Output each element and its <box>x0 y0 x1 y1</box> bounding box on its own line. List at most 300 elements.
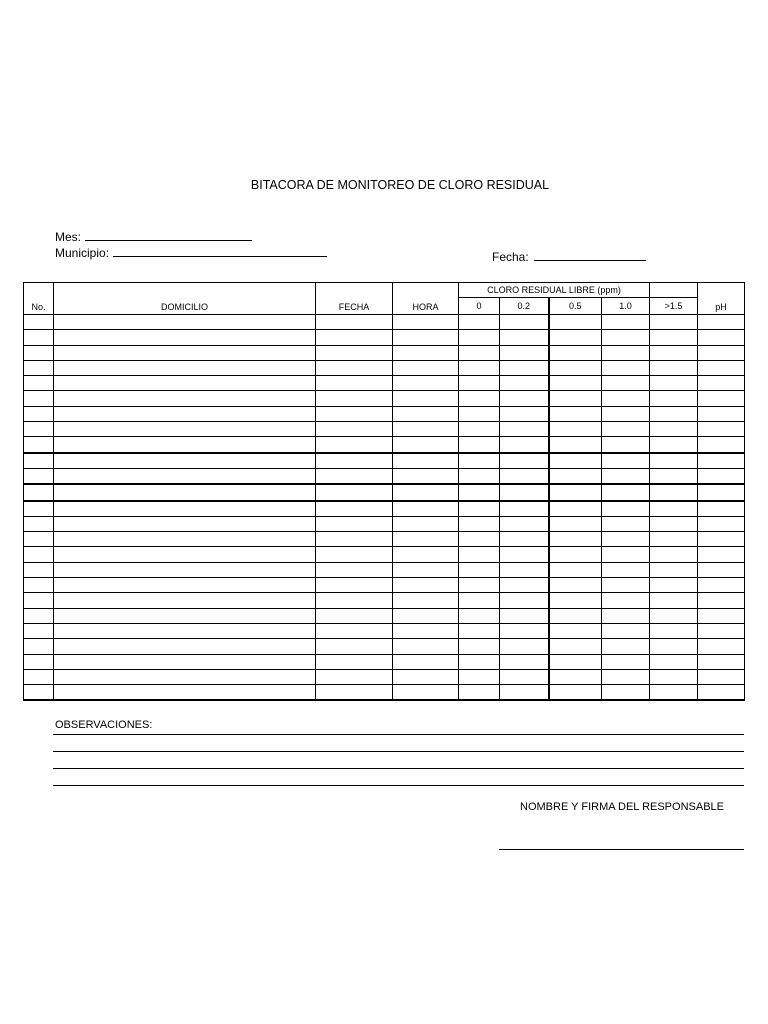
table-cell[interactable] <box>24 501 54 517</box>
table-cell[interactable] <box>698 468 745 484</box>
table-cell[interactable] <box>459 578 500 593</box>
table-cell[interactable] <box>650 578 698 593</box>
table-cell[interactable] <box>24 578 54 593</box>
table-cell[interactable] <box>459 422 500 437</box>
table-cell[interactable] <box>698 406 745 421</box>
table-cell[interactable] <box>54 532 316 547</box>
table-cell[interactable] <box>500 437 549 453</box>
col-header-fecha: FECHA <box>316 283 393 315</box>
table-row <box>24 391 745 406</box>
table-cell[interactable] <box>602 578 650 593</box>
table-cell[interactable] <box>316 360 393 375</box>
table-cell[interactable] <box>650 562 698 577</box>
table-cell[interactable] <box>602 685 650 701</box>
table-cell[interactable] <box>459 453 500 469</box>
table-cell[interactable] <box>500 578 549 593</box>
table-cell[interactable] <box>549 547 602 562</box>
table-cell[interactable] <box>602 532 650 547</box>
table-cell[interactable] <box>500 345 549 360</box>
table-cell[interactable] <box>602 623 650 638</box>
col-header-gt15-top <box>650 283 698 298</box>
table-cell[interactable] <box>650 484 698 500</box>
table-cell[interactable] <box>650 376 698 391</box>
table-cell[interactable] <box>24 406 54 421</box>
table-cell[interactable] <box>549 315 602 330</box>
table-cell[interactable] <box>316 623 393 638</box>
table-cell[interactable] <box>602 406 650 421</box>
table-cell[interactable] <box>650 453 698 469</box>
table-row <box>24 639 745 654</box>
table-cell[interactable] <box>316 685 393 701</box>
table-cell[interactable] <box>54 484 316 500</box>
table-cell[interactable] <box>650 669 698 684</box>
col-header-1-0: 1.0 <box>602 298 650 315</box>
table-cell[interactable] <box>698 578 745 593</box>
table-cell[interactable] <box>54 578 316 593</box>
table-cell[interactable] <box>54 453 316 469</box>
table-row <box>24 315 745 330</box>
table-cell[interactable] <box>24 593 54 608</box>
table-cell[interactable] <box>459 685 500 701</box>
table-cell[interactable] <box>393 654 459 669</box>
table-cell[interactable] <box>650 593 698 608</box>
table-cell[interactable] <box>650 608 698 623</box>
table-cell[interactable] <box>24 360 54 375</box>
table-cell[interactable] <box>24 484 54 500</box>
table-cell[interactable] <box>393 578 459 593</box>
table-cell[interactable] <box>549 593 602 608</box>
table-cell[interactable] <box>316 669 393 684</box>
table-row <box>24 654 745 669</box>
table-cell[interactable] <box>54 685 316 701</box>
table-cell[interactable] <box>24 453 54 469</box>
table-cell[interactable] <box>650 639 698 654</box>
table-cell[interactable] <box>650 547 698 562</box>
table-cell[interactable] <box>459 608 500 623</box>
table-cell[interactable] <box>393 360 459 375</box>
table-cell[interactable] <box>602 360 650 375</box>
table-cell[interactable] <box>549 406 602 421</box>
table-cell[interactable] <box>698 422 745 437</box>
table-cell[interactable] <box>24 376 54 391</box>
table-cell[interactable] <box>549 330 602 345</box>
col-header-hora: HORA <box>393 283 459 315</box>
table-cell[interactable] <box>602 562 650 577</box>
table-cell[interactable] <box>459 623 500 638</box>
table-cell[interactable] <box>316 453 393 469</box>
table-cell[interactable] <box>459 345 500 360</box>
table-cell[interactable] <box>650 532 698 547</box>
table-cell[interactable] <box>650 315 698 330</box>
table-cell[interactable] <box>602 345 650 360</box>
table-cell[interactable] <box>602 654 650 669</box>
table-cell[interactable] <box>393 501 459 517</box>
table-row <box>24 547 745 562</box>
table-cell[interactable] <box>650 345 698 360</box>
observaciones-line[interactable] <box>53 734 744 735</box>
table-cell[interactable] <box>500 391 549 406</box>
table-cell[interactable] <box>24 315 54 330</box>
table-cell[interactable] <box>549 437 602 453</box>
table-cell[interactable] <box>54 391 316 406</box>
table-cell[interactable] <box>54 330 316 345</box>
table-cell[interactable] <box>54 593 316 608</box>
table-cell[interactable] <box>459 484 500 500</box>
table-cell[interactable] <box>316 593 393 608</box>
table-cell[interactable] <box>393 315 459 330</box>
table-cell[interactable] <box>24 654 54 669</box>
table-cell[interactable] <box>500 654 549 669</box>
table-cell[interactable] <box>54 422 316 437</box>
table-cell[interactable] <box>393 437 459 453</box>
col-header-gt-1-5: >1.5 <box>650 298 698 315</box>
table-cell[interactable] <box>459 391 500 406</box>
fecha-field[interactable] <box>492 250 646 264</box>
table-cell[interactable] <box>500 669 549 684</box>
table-cell[interactable] <box>698 453 745 469</box>
table-row <box>24 578 745 593</box>
table-cell[interactable] <box>393 376 459 391</box>
table-cell[interactable] <box>459 654 500 669</box>
table-cell[interactable] <box>24 437 54 453</box>
table-cell[interactable] <box>393 608 459 623</box>
table-cell[interactable] <box>24 669 54 684</box>
table-cell[interactable] <box>650 501 698 517</box>
table-cell[interactable] <box>500 315 549 330</box>
table-cell[interactable] <box>54 623 316 638</box>
col-header-0-5: 0.5 <box>549 298 602 315</box>
table-cell[interactable] <box>54 501 316 517</box>
table-cell[interactable] <box>54 376 316 391</box>
table-cell[interactable] <box>500 608 549 623</box>
table-cell[interactable] <box>459 406 500 421</box>
table-cell[interactable] <box>650 516 698 531</box>
table-cell[interactable] <box>500 360 549 375</box>
observaciones-line[interactable] <box>53 768 744 769</box>
table-cell[interactable] <box>54 468 316 484</box>
table-row <box>24 484 745 500</box>
table-cell[interactable] <box>393 484 459 500</box>
table-cell[interactable] <box>698 360 745 375</box>
table-cell[interactable] <box>459 330 500 345</box>
observaciones-label: OBSERVACIONES: <box>55 719 153 731</box>
table-cell[interactable] <box>602 593 650 608</box>
table-cell[interactable] <box>650 360 698 375</box>
table-cell[interactable] <box>698 654 745 669</box>
table-cell[interactable] <box>316 406 393 421</box>
table-cell[interactable] <box>393 623 459 638</box>
table-cell[interactable] <box>316 608 393 623</box>
table-cell[interactable] <box>698 376 745 391</box>
table-cell[interactable] <box>459 593 500 608</box>
table-cell[interactable] <box>549 422 602 437</box>
table-cell[interactable] <box>549 391 602 406</box>
table-cell[interactable] <box>500 422 549 437</box>
signature-line[interactable] <box>499 849 744 850</box>
table-cell[interactable] <box>393 685 459 701</box>
table-cell[interactable] <box>316 501 393 517</box>
table-cell[interactable] <box>602 484 650 500</box>
table-cell[interactable] <box>500 484 549 500</box>
table-cell[interactable] <box>500 532 549 547</box>
table-cell[interactable] <box>459 516 500 531</box>
table-cell[interactable] <box>316 345 393 360</box>
table-row <box>24 422 745 437</box>
mes-label: Mes: <box>55 230 82 244</box>
table-cell[interactable] <box>316 562 393 577</box>
table-cell[interactable] <box>24 562 54 577</box>
table-cell[interactable] <box>54 562 316 577</box>
table-cell[interactable] <box>549 345 602 360</box>
table-row <box>24 468 745 484</box>
table-cell[interactable] <box>24 345 54 360</box>
table-cell[interactable] <box>54 654 316 669</box>
table-cell[interactable] <box>393 593 459 608</box>
table-cell[interactable] <box>459 376 500 391</box>
table-cell[interactable] <box>459 468 500 484</box>
table-cell[interactable] <box>393 391 459 406</box>
table-cell[interactable] <box>602 315 650 330</box>
table-cell[interactable] <box>54 639 316 654</box>
table-cell[interactable] <box>698 532 745 547</box>
table-cell[interactable] <box>698 330 745 345</box>
table-cell[interactable] <box>459 360 500 375</box>
table-cell[interactable] <box>549 484 602 500</box>
table-cell[interactable] <box>54 360 316 375</box>
table-cell[interactable] <box>24 532 54 547</box>
table-cell[interactable] <box>459 547 500 562</box>
table-cell[interactable] <box>393 406 459 421</box>
table-cell[interactable] <box>602 453 650 469</box>
table-cell[interactable] <box>650 468 698 484</box>
table-cell[interactable] <box>459 501 500 517</box>
table-cell[interactable] <box>602 501 650 517</box>
table-cell[interactable] <box>602 422 650 437</box>
table-cell[interactable] <box>698 501 745 517</box>
table-cell[interactable] <box>650 654 698 669</box>
table-row <box>24 516 745 531</box>
signature-label: NOMBRE Y FIRMA DEL RESPONSABLE <box>520 801 724 813</box>
table-cell[interactable] <box>500 685 549 701</box>
table-cell[interactable] <box>500 330 549 345</box>
table-cell[interactable] <box>500 639 549 654</box>
table-cell[interactable] <box>602 391 650 406</box>
table-cell[interactable] <box>24 391 54 406</box>
table-cell[interactable] <box>698 547 745 562</box>
table-cell[interactable] <box>54 345 316 360</box>
table-cell[interactable] <box>24 516 54 531</box>
table-row <box>24 685 745 701</box>
table-cell[interactable] <box>602 330 650 345</box>
table-cell[interactable] <box>500 623 549 638</box>
table-row <box>24 669 745 684</box>
table-cell[interactable] <box>500 547 549 562</box>
table-cell[interactable] <box>602 669 650 684</box>
table-cell[interactable] <box>549 608 602 623</box>
table-cell[interactable] <box>393 422 459 437</box>
observaciones-line[interactable] <box>53 751 744 752</box>
col-header-0: 0 <box>459 298 500 315</box>
table-cell[interactable] <box>316 391 393 406</box>
table-cell[interactable] <box>500 406 549 421</box>
table-cell[interactable] <box>459 437 500 453</box>
table-cell[interactable] <box>459 562 500 577</box>
table-cell[interactable] <box>316 484 393 500</box>
table-cell[interactable] <box>24 685 54 701</box>
table-cell[interactable] <box>24 330 54 345</box>
table-cell[interactable] <box>316 330 393 345</box>
table-cell[interactable] <box>54 315 316 330</box>
observaciones-line[interactable] <box>53 785 744 786</box>
table-row <box>24 376 745 391</box>
municipio-label: Municipio: <box>55 246 110 260</box>
table-cell[interactable] <box>650 330 698 345</box>
table-cell[interactable] <box>602 547 650 562</box>
table-cell[interactable] <box>650 406 698 421</box>
table-cell[interactable] <box>698 315 745 330</box>
table-cell[interactable] <box>500 468 549 484</box>
table-cell[interactable] <box>393 547 459 562</box>
table-cell[interactable] <box>393 562 459 577</box>
table-cell[interactable] <box>698 391 745 406</box>
table-cell[interactable] <box>54 406 316 421</box>
table-cell[interactable] <box>459 639 500 654</box>
table-cell[interactable] <box>316 654 393 669</box>
mes-blank-line[interactable] <box>85 230 252 241</box>
col-header-domicilio: DOMICILIO <box>54 283 316 315</box>
document-title: BITACORA DE MONITOREO DE CLORO RESIDUAL <box>250 178 550 192</box>
table-cell[interactable] <box>549 501 602 517</box>
table-cell[interactable] <box>698 562 745 577</box>
table-cell[interactable] <box>500 501 549 517</box>
table-cell[interactable] <box>500 453 549 469</box>
table-cell[interactable] <box>500 516 549 531</box>
table-cell[interactable] <box>650 685 698 701</box>
table-cell[interactable] <box>54 437 316 453</box>
table-cell[interactable] <box>650 391 698 406</box>
table-cell[interactable] <box>602 468 650 484</box>
table-cell[interactable] <box>459 315 500 330</box>
table-cell[interactable] <box>316 315 393 330</box>
col-header-ph: pH <box>698 283 745 315</box>
table-cell[interactable] <box>549 453 602 469</box>
table-cell[interactable] <box>500 376 549 391</box>
table-cell[interactable] <box>393 516 459 531</box>
table-row <box>24 608 745 623</box>
table-cell[interactable] <box>24 608 54 623</box>
table-cell[interactable] <box>549 532 602 547</box>
table-cell[interactable] <box>393 669 459 684</box>
table-cell[interactable] <box>650 422 698 437</box>
table-cell[interactable] <box>698 639 745 654</box>
monitoring-log-table <box>23 282 745 701</box>
table-cell[interactable] <box>54 516 316 531</box>
table-cell[interactable] <box>698 593 745 608</box>
table-cell[interactable] <box>698 484 745 500</box>
table-body <box>24 315 745 701</box>
table-cell[interactable] <box>393 532 459 547</box>
table-cell[interactable] <box>316 422 393 437</box>
table-row <box>24 345 745 360</box>
table-cell[interactable] <box>316 532 393 547</box>
table-cell[interactable] <box>459 532 500 547</box>
table-cell[interactable] <box>549 516 602 531</box>
table-cell[interactable] <box>602 639 650 654</box>
table-cell[interactable] <box>24 547 54 562</box>
municipio-field[interactable] <box>55 246 327 260</box>
table-row <box>24 453 745 469</box>
table-cell[interactable] <box>24 639 54 654</box>
table-row <box>24 406 745 421</box>
table-cell[interactable] <box>602 437 650 453</box>
table-cell[interactable] <box>549 685 602 701</box>
table-cell[interactable] <box>500 593 549 608</box>
table-cell[interactable] <box>24 623 54 638</box>
cloro-group-header: CLORO RESIDUAL LIBRE (ppm) <box>459 283 650 298</box>
table-cell[interactable] <box>316 639 393 654</box>
table-cell[interactable] <box>316 437 393 453</box>
fecha-label: Fecha: <box>492 250 529 264</box>
table-cell[interactable] <box>393 330 459 345</box>
table-cell[interactable] <box>602 608 650 623</box>
table-cell[interactable] <box>698 345 745 360</box>
table-cell[interactable] <box>549 639 602 654</box>
table-cell[interactable] <box>549 468 602 484</box>
table-cell[interactable] <box>54 608 316 623</box>
table-cell[interactable] <box>54 547 316 562</box>
table-cell[interactable] <box>393 639 459 654</box>
table-cell[interactable] <box>393 453 459 469</box>
table-cell[interactable] <box>549 578 602 593</box>
table-cell[interactable] <box>24 422 54 437</box>
table-cell[interactable] <box>549 376 602 391</box>
table-cell[interactable] <box>316 468 393 484</box>
municipio-blank-line[interactable] <box>113 246 327 257</box>
table-row <box>24 593 745 608</box>
table-row <box>24 330 745 345</box>
table-cell[interactable] <box>316 547 393 562</box>
table-cell[interactable] <box>698 437 745 453</box>
table-cell[interactable] <box>549 562 602 577</box>
table-cell[interactable] <box>459 669 500 684</box>
table-cell[interactable] <box>549 623 602 638</box>
table-row <box>24 623 745 638</box>
table-cell[interactable] <box>500 562 549 577</box>
fecha-blank-line[interactable] <box>534 250 646 261</box>
mes-field[interactable] <box>55 230 252 244</box>
table-cell[interactable] <box>602 376 650 391</box>
table-cell[interactable] <box>316 516 393 531</box>
table-cell[interactable] <box>698 516 745 531</box>
table-cell[interactable] <box>549 654 602 669</box>
table-cell[interactable] <box>316 578 393 593</box>
table-cell[interactable] <box>698 685 745 701</box>
table-cell[interactable] <box>24 468 54 484</box>
col-header-no: No. <box>24 283 54 315</box>
table-cell[interactable] <box>393 468 459 484</box>
table-cell[interactable] <box>650 437 698 453</box>
table-cell[interactable] <box>698 608 745 623</box>
table-cell[interactable] <box>549 669 602 684</box>
table-cell[interactable] <box>393 345 459 360</box>
table-cell[interactable] <box>698 623 745 638</box>
table-cell[interactable] <box>54 669 316 684</box>
table-cell[interactable] <box>549 360 602 375</box>
table-cell[interactable] <box>316 376 393 391</box>
table-cell[interactable] <box>650 623 698 638</box>
table-cell[interactable] <box>698 669 745 684</box>
table-cell[interactable] <box>602 516 650 531</box>
